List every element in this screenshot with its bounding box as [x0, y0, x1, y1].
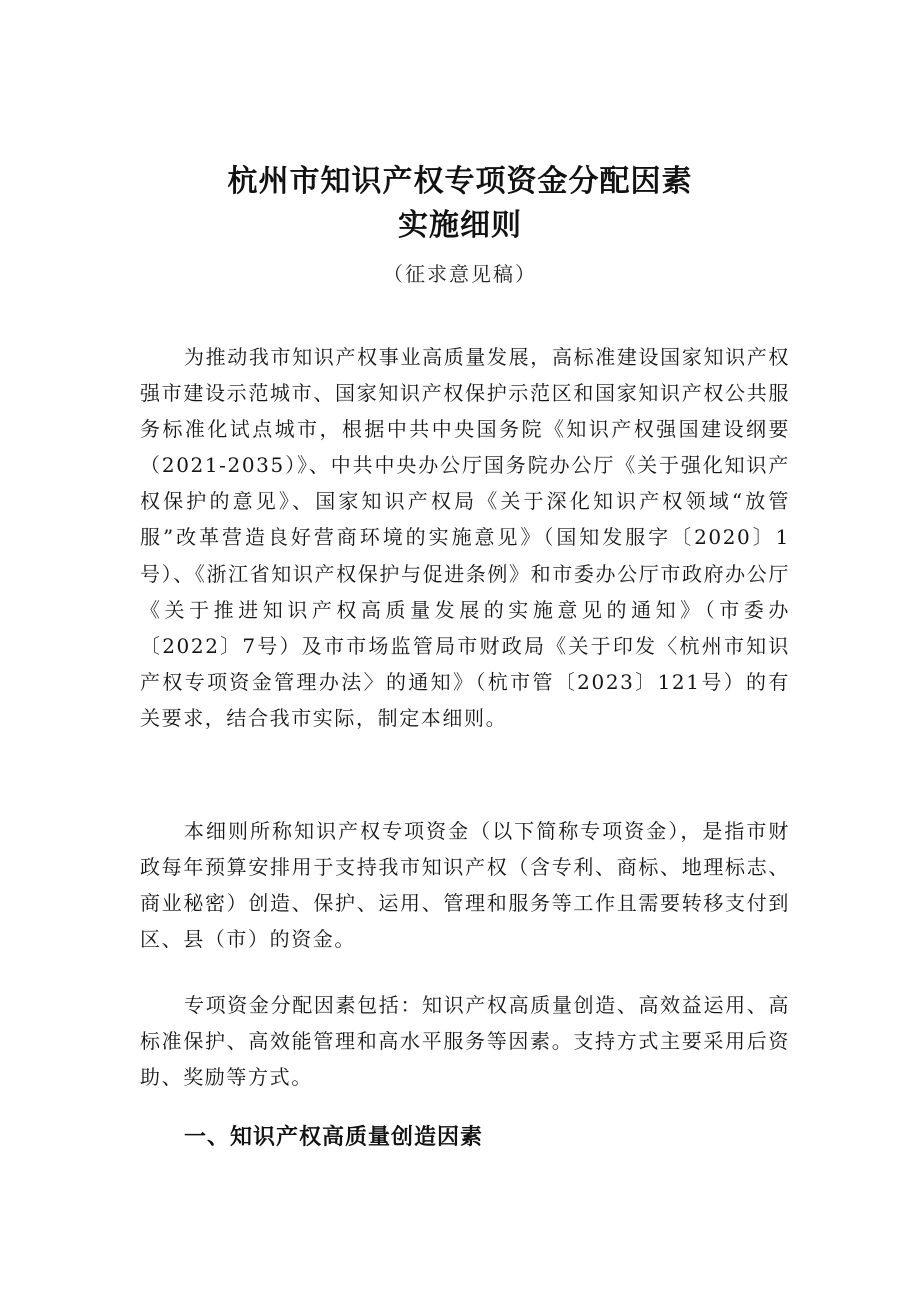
paragraph-purpose: 为推动我市知识产权事业高质量发展，高标准建设国家知识产权强市建设示范城市、国家知识产权保护示范区和国家知识产权公共服务标准化试点城市，根据中共中央国务院《知识产权强国建设纲要（2021-2035）》、中共中央办公厅国务院办公厅《关于强化知识产权保护的意见》、国家知识产权局《关于深化知识产权领域“放管服”改革营造良好营商环境的实施意见》（国知发服字〔2020〕1号）、《浙江省知识产权保护与促进条例》和市委办公厅市政府办公厅《关于推进知识产权高质量发展的实施意见的通知》（市委办〔2022〕7号）及市市场监管局市财政局《关于印发〈杭州市知识产权专项资金管理办法〉的通知》（杭市管〔2023〕121号）的有关要求，结合我市实际，制定本细则。 — [140, 345, 790, 730]
document-subtitle: （征求意见稿） — [383, 262, 537, 286]
document-title-line-2: 实施细则 — [398, 208, 522, 243]
paragraph-definition: 本细则所称知识产权专项资金（以下简称专项资金），是指市财政每年预算安排用于支持我市知识产权（含专利、商标、地理标志、商业秘密）创造、保护、运用、管理和服务等工作且需要转移支付到区、县（市）的资金。 — [140, 819, 790, 952]
document-title-line-1: 杭州市知识产权专项资金分配因素 — [227, 164, 693, 199]
paragraph-allocation-factors: 专项资金分配因素包括：知识产权高质量创造、高效益运用、高标准保护、高效能管理和高水平服务等因素。支持方式主要采用后资助、奖励等方式。 — [140, 993, 790, 1090]
section-heading-1: 一、知识产权高质量创造因素 — [184, 1125, 484, 1150]
